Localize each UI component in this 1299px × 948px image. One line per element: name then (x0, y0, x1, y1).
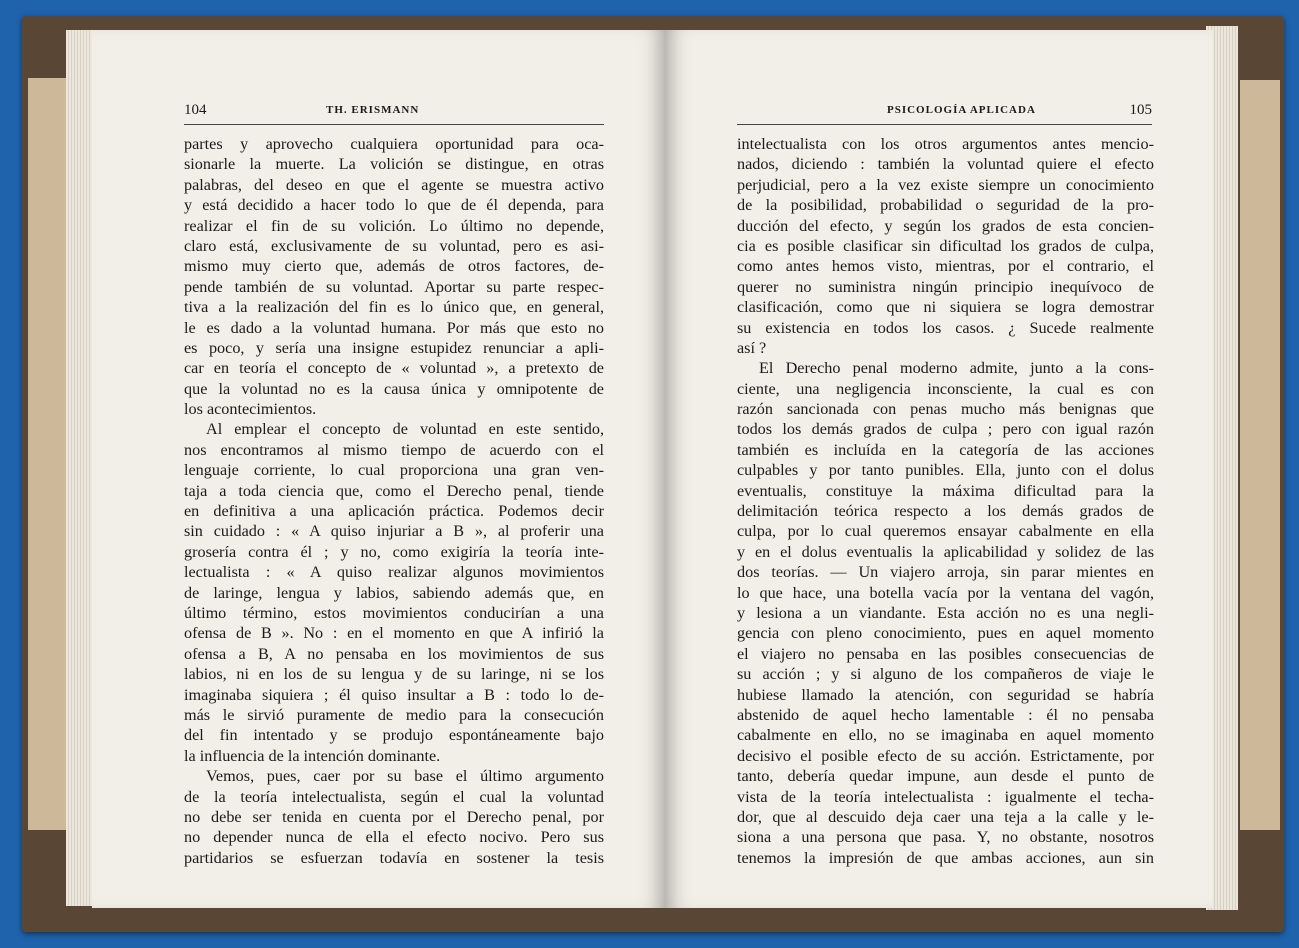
left-page-text (184, 134, 604, 868)
text-line: así ? (737, 338, 767, 357)
text-line: y lesiona a un viandante. Esta acción no es una negli- (737, 603, 1154, 622)
text-line: lectualista : « A quiso realizar algunos movimientos (184, 563, 604, 582)
text-line: vista de la teoría intelectualista : igualmente el techa- (737, 787, 1154, 806)
text-line: nos encontramos al mismo tiempo de acuerdo con el (184, 440, 604, 459)
text-line: taja a toda ciencia que, como el Derecho penal, tiende (184, 481, 604, 500)
text-line: los acontecimientos. (184, 400, 317, 419)
text-line: de laringe, lengua y labios, sabiendo además que, en (184, 583, 604, 602)
text-line: que la voluntad no es la causa única y omnipotente de (184, 379, 604, 398)
text-line: más le sirvió puramente de medio para la consecución (184, 705, 604, 724)
text-line: tiva a la realización del fin es lo único que, en general, (184, 298, 604, 317)
text-line: nados, diciendo : también la voluntad quiere el efecto (737, 155, 1154, 174)
text-line: también es incluída en la categoría de las acciones (737, 440, 1154, 459)
left-page-header (184, 102, 604, 125)
running-head: PSICOLOGÍA APLICADA (887, 104, 1036, 116)
text-line: siona a una persona que pasa. Y, no obstante, nosotros (737, 828, 1154, 847)
text-line: partidarios se esfuerzan todavía en sostener la tesis (184, 848, 604, 867)
text-line: car en teoría el concepto de « voluntad », a pretexto de (184, 359, 604, 378)
text-line: realizar el fin de su volición. Lo último no depende, (184, 216, 604, 235)
text-line: claro está, exclusivamente de su voluntad, pero es asi- (184, 236, 604, 255)
text-line: partes y aprovecho cualquiera oportunidad para oca- (184, 135, 604, 153)
text-line: cia es posible clasificar sin dificultad los grados de culpa, (737, 236, 1154, 255)
text-line: mismo muy cierto que, además de otros factores, de- (184, 257, 604, 276)
text-line: cabalmente en ello, no se imaginaba en aquel momento (737, 726, 1154, 745)
text-line: pende también de su voluntad. Aportar su parte respec- (184, 277, 604, 296)
text-line: Al emplear el concepto de voluntad en este sentido, (206, 420, 604, 439)
text-line: querer no suministra ningún principio inequívoco de (737, 277, 1154, 296)
text-line: lo que hace, una botella vacía por la ventana del vagón, (737, 583, 1154, 602)
page-number: 105 (1129, 102, 1152, 118)
text-line: eventualis, constituye la máxima dificultad para la (737, 481, 1154, 500)
running-head: TH. ERISMANN (326, 104, 420, 116)
text-line: ducción del efecto, y según los grados de esta concien- (737, 216, 1154, 235)
text-line: grosería contra él ; y no, como exigiría la teoría inte- (184, 542, 604, 561)
text-line: todos los demás grados de culpa ; pero con igual razón (737, 420, 1154, 439)
text-line: Vemos, pues, caer por su base el último argumento (206, 767, 604, 786)
text-line: no depender nunca de ella el efecto nocivo. Pero sus (184, 828, 604, 847)
right-page-text (737, 134, 1154, 868)
text-line: culpa, por lo cual queremos ensayar cabalmente en ella (737, 522, 1154, 541)
text-line: palabras, del deseo en que el agente se muestra activo (184, 175, 604, 194)
text-line: imaginaba siquiera ; él quiso insultar a B : todo lo de- (184, 685, 604, 704)
text-line: lenguaje corriente, lo cual proporciona una gran ven- (184, 461, 604, 480)
text-line: no debe ser tenida en cuenta por el Derecho penal, por (184, 807, 604, 826)
text-line: gencia con pleno conocimiento, pues en aquel momento (737, 624, 1154, 643)
text-line: de la teoría intelectualista, según el cual la voluntad (184, 787, 604, 806)
text-line: y en el dolus eventualis la aplicabilidad y solidez de las (737, 542, 1154, 561)
text-line: la influencia de la intención dominante. (184, 746, 441, 765)
text-line: de la posibilidad, probabilidad o seguridad de la pro- (737, 196, 1154, 215)
text-line: El Derecho penal moderno admite, junto a la cons- (759, 359, 1154, 378)
text-line: sin cuidado : « A quiso injuriar a B », al proferir una (184, 522, 604, 541)
text-line: del fin intentado y se produjo espontáneamente bajo (184, 726, 604, 745)
text-line: su acción ; y si alguno de los compañeros de viaje le (737, 665, 1154, 684)
left-page (92, 30, 665, 908)
text-line: es poco, y sería una insigne estupidez renunciar a apli- (184, 338, 604, 357)
text-line: tanto, debería quedar impune, aun desde el punto de (737, 767, 1154, 786)
text-line: en definitiva a una aplicación práctica. Podemos decir (184, 502, 604, 521)
text-line: sionarle la muerte. La volición se distingue, en otras (184, 155, 604, 174)
text-line: su existencia en todos los casos. ¿ Sucede realmente (737, 318, 1154, 337)
text-line: le es dado a la voluntad humana. Por más que esto no (184, 318, 604, 337)
text-line: razón sancionada con penas mucho más benignas que (737, 400, 1154, 419)
text-line: intelectualista con los otros argumentos antes mencio- (737, 135, 1154, 153)
text-line: tenemos la impresión de que ambas acciones, aun sin (737, 848, 1154, 867)
text-line: perjudicial, pero a la vez existe siempre un conocimiento (737, 175, 1154, 194)
text-line: el viajero no pensaba en las posibles consecuencias de (737, 644, 1154, 663)
right-board (1240, 80, 1280, 830)
text-line: ciente, una negligencia inconsciente, la cual es con (737, 379, 1154, 398)
text-line: último término, estos movimientos conducirían a una (184, 603, 604, 622)
text-line: clasificación, como que ni siquiera se logra demostrar (737, 298, 1154, 317)
text-line: delimitación teórica respecto a los demás grados de (737, 502, 1154, 521)
text-line: labios, ni en los de su lengua y de su laringe, ni se los (184, 665, 604, 684)
text-line: hubiese llamado la atención, con seguridad se habría (737, 685, 1154, 704)
right-page-header (737, 102, 1152, 125)
text-line: decisivo el posible efecto de su acción. Estrictamente, por (737, 746, 1154, 765)
text-line: como antes hemos visto, mientras, por el contrario, el (737, 257, 1154, 276)
text-line: y está decidido a hacer todo lo que de él dependa, para (184, 196, 604, 215)
text-line: dor, que al descuido deja caer una teja a la calle y le- (737, 807, 1154, 826)
page-number: 104 (184, 102, 207, 118)
right-page (665, 30, 1213, 908)
text-line: abstenido de aquel hecho lamentable : él no pensaba (737, 705, 1154, 724)
text-line: culpables y por tanto punibles. Ella, junto con el dolus (737, 461, 1154, 480)
text-line: dos teorías. — Un viajero arroja, sin parar mientes en (737, 563, 1154, 582)
text-line: ofensa de B ». No : en el momento en que A infirió la (184, 624, 604, 643)
text-line: ofensa a B, A no pensaba en los movimientos de sus (184, 644, 604, 663)
